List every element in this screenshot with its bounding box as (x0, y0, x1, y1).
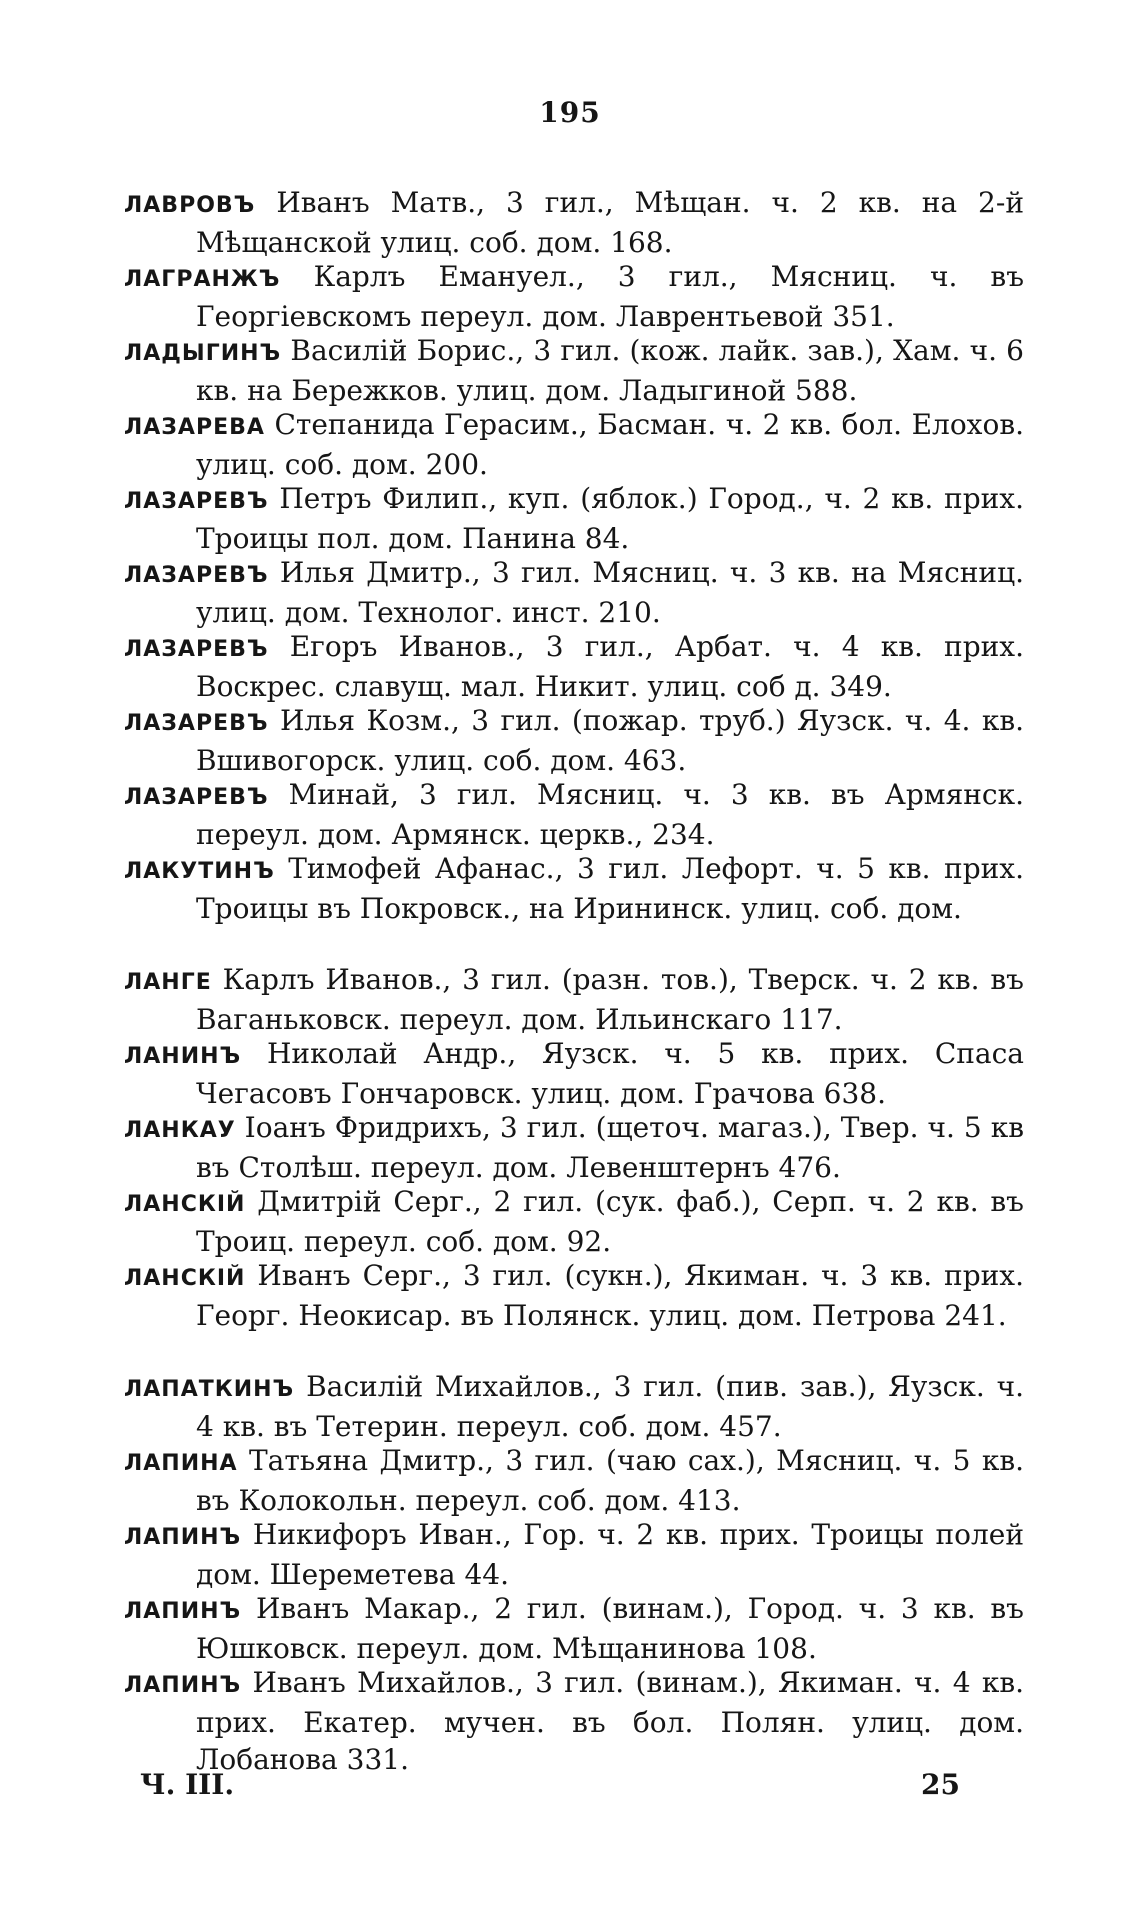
entry-surname: ЛАПАТКИНЪ (124, 1377, 295, 1402)
entry-details: Карлъ Иванов., 3 гил. (разн. тов.), Тверск. ч. 2 кв. въ Ваганьковск. переул. дом. Ильинскаго 117. (196, 963, 1024, 1035)
entry-surname: ЛАЗАРЕВЪ (124, 489, 269, 514)
directory-entry (124, 332, 1024, 406)
entry-surname: ЛАНГЕ (124, 970, 212, 995)
entry-surname: ЛАЗАРЕВЪ (124, 563, 269, 588)
entry-surname: ЛАНСКІЙ (124, 1266, 246, 1291)
entry-details: Николай Андр., Яузск. ч. 5 кв. прих. Спаса Чегасовъ Гончаровск. улиц. дом. Грачова 638. (196, 1037, 1024, 1109)
entry-surname: ЛАЗАРЕВЪ (124, 785, 269, 810)
entry-details: Никифоръ Иван., Гор. ч. 2 кв. прих. Троицы полей дом. Шереметева 44. (196, 1518, 1024, 1590)
directory-entry (124, 1516, 1024, 1590)
entry-surname: ЛАНСКІЙ (124, 1192, 246, 1217)
entry-details: Василій Борис., 3 гил. (кож. лайк. зав.), Хам. ч. 6 кв. на Бережков. улиц. дом. Ладыгиной 588. (196, 334, 1024, 406)
directory-entry (124, 258, 1024, 332)
directory-entry (124, 184, 1024, 258)
entry-details: Иванъ Михайлов., 3 гил. (винам.), Якиман. ч. 4 кв. прих. Екатер. мучен. въ бол. Полян. улиц. дом. Лобанова 331. (196, 1666, 1024, 1775)
entry-surname: ЛАЗАРЕВА (124, 415, 265, 440)
page-number: 195 (539, 96, 601, 129)
entry-details: Иванъ Матв., 3 гил., Мѣщан. ч. 2 кв. на 2-й Мѣщанской улиц. соб. дом. 168. (196, 186, 1024, 258)
directory-entry (124, 1183, 1024, 1257)
entry-details: Іоанъ Фридрихъ, 3 гил. (щеточ. магаз.), Твер. ч. 5 кв въ Столѣш. переул. дом. Левенштернъ 476. (196, 1111, 1024, 1183)
entry-details: Илья Козм., 3 гил. (пожар. труб.) Яузск. ч. 4. кв. Вшивогорск. улиц. соб. дом. 463. (196, 704, 1024, 776)
entry-surname: ЛАПИНЪ (124, 1599, 242, 1624)
entry-details: Татьяна Дмитр., 3 гил. (чаю сах.), Мясниц. ч. 5 кв. въ Колокольн. переул. соб. дом. 413. (196, 1444, 1024, 1516)
entry-surname: ЛАДЫГИНЪ (124, 341, 282, 366)
directory-entry (124, 480, 1024, 554)
entry-surname: ЛАНКАУ (124, 1118, 236, 1143)
entry-details: Карлъ Емануел., 3 гил., Мясниц. ч. въ Георгіевскомъ переул. дом. Лаврентьевой 351. (196, 260, 1024, 332)
entry-details: Иванъ Серг., 3 гил. (сукн.), Якиман. ч. 3 кв. прих. Георг. Неокисар. въ Полянск. улиц. дом. Петрова 241. (196, 1259, 1024, 1332)
entry-details: Егоръ Иванов., 3 гил., Арбат. ч. 4 кв. прих. Воскрес. славущ. мал. Никит. улиц. соб д. 349. (196, 630, 1024, 702)
entry-details: Илья Дмитр., 3 гил. Мясниц. ч. 3 кв. на Мясниц. улиц. дом. Технолог. инст. 210. (196, 556, 1024, 628)
directory-entry (124, 1590, 1024, 1664)
part-label: Ч. III. (140, 1768, 235, 1801)
directory-entry (124, 1257, 1024, 1368)
directory-entries (124, 184, 1024, 1775)
entry-details: Минай, 3 гил. Мясниц. ч. 3 кв. въ Армянск. переул. дом. Армянск. церкв., 234. (196, 778, 1024, 850)
signature-mark: 25 (921, 1768, 960, 1801)
entry-surname: ЛАПИНА (124, 1451, 238, 1476)
entry-surname: ЛАНИНЪ (124, 1044, 242, 1069)
entry-details: Петръ Филип., куп. (яблок.) Город., ч. 2 кв. прих. Троицы пол. дом. Панина 84. (196, 482, 1024, 554)
entry-surname: ЛАГРАНЖЪ (124, 267, 281, 292)
entry-surname: ЛАВРОВЪ (124, 193, 256, 218)
directory-entry (124, 1368, 1024, 1442)
directory-entry (124, 961, 1024, 1035)
entry-details: Дмитрій Серг., 2 гил. (сук. фаб.), Серп. ч. 2 кв. въ Троиц. переул. соб. дом. 92. (196, 1185, 1024, 1257)
directory-entry (124, 628, 1024, 702)
directory-entry (124, 554, 1024, 628)
entry-surname: ЛАПИНЪ (124, 1525, 242, 1550)
entry-details: Иванъ Макар., 2 гил. (винам.), Город. ч. 3 кв. въ Юшковск. переул. дом. Мѣщанинова 108. (196, 1592, 1024, 1664)
directory-entry (124, 702, 1024, 776)
entry-surname: ЛАКУТИНЪ (124, 859, 275, 884)
directory-entry (124, 1442, 1024, 1516)
entry-details: Тимофей Афанас., 3 гил. Лефорт. ч. 5 кв. прих. Троицы въ Покровск., на Ирининск. улиц. соб. дом. (196, 852, 1024, 925)
directory-entry (124, 1109, 1024, 1183)
entry-details: Василій Михайлов., 3 гил. (пив. зав.), Яузск. ч. 4 кв. въ Тетерин. переул. соб. дом. 457. (196, 1370, 1024, 1442)
directory-entry (124, 850, 1024, 961)
directory-entry (124, 406, 1024, 480)
directory-entry (124, 1035, 1024, 1109)
entry-surname: ЛАЗАРЕВЪ (124, 711, 269, 736)
directory-entry (124, 1664, 1024, 1775)
entry-surname: ЛАПИНЪ (124, 1673, 242, 1698)
entry-details: Степанида Герасим., Басман. ч. 2 кв. бол. Елохов. улиц. соб. дом. 200. (196, 408, 1024, 480)
entry-surname: ЛАЗАРЕВЪ (124, 637, 269, 662)
directory-entry (124, 776, 1024, 850)
